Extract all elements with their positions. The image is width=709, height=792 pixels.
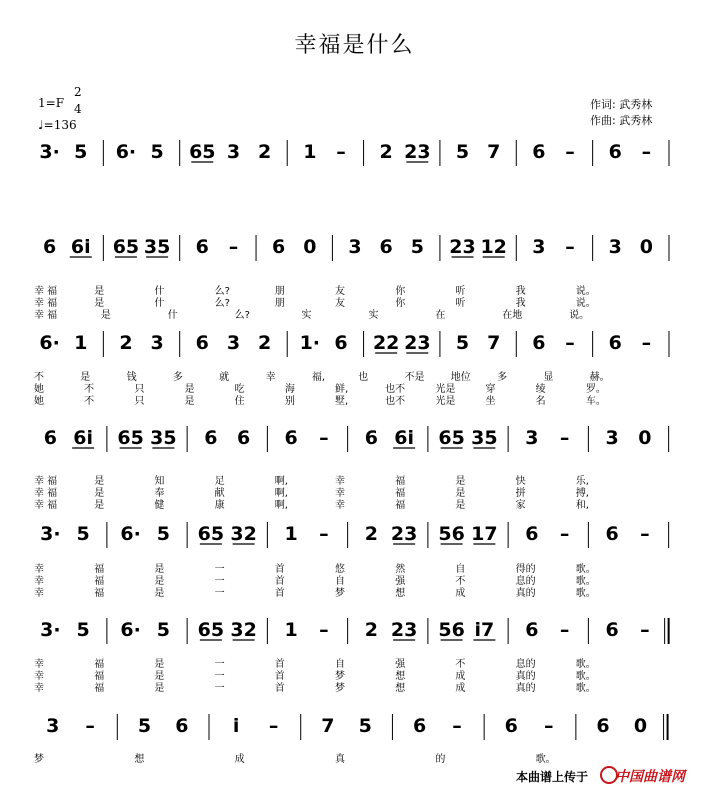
note: 1	[284, 523, 298, 545]
lyric-word: 一	[214, 683, 225, 694]
lyric-word: 梦	[34, 754, 44, 765]
lyric-word: 幸 福	[34, 286, 58, 297]
note: 3	[226, 141, 241, 163]
note: 3	[348, 236, 362, 258]
note: 6	[272, 236, 286, 258]
lyric-word: 我	[515, 298, 526, 309]
lyric-word: 什	[167, 310, 178, 321]
lyric-word: 息的	[515, 576, 536, 587]
note: 3	[605, 427, 619, 449]
note: –	[336, 141, 346, 163]
lyric-word: 么?	[214, 298, 230, 309]
note: 22	[372, 332, 400, 354]
lyric-word: 强	[395, 576, 406, 587]
lyric-word: 幸	[34, 683, 44, 694]
lyric-word: 吃	[234, 384, 245, 395]
lyric-word: 在	[435, 310, 446, 321]
lyric-word: 穿	[485, 384, 496, 395]
lyric-word: 不	[84, 396, 95, 407]
lyric-word: 真的	[515, 588, 536, 599]
lyric-word: 福	[94, 671, 105, 682]
note: 65	[197, 523, 225, 545]
lyric-word: 歌。	[575, 659, 596, 670]
lyric-word: 是	[455, 488, 466, 499]
lyric-word: 一	[214, 659, 225, 670]
lyric-word: 真的	[515, 671, 536, 682]
lyric-word: 歌。	[575, 576, 596, 587]
lyric-word: 想	[134, 754, 145, 765]
lyric-word: 是	[154, 671, 165, 682]
lyric-word: 她	[34, 396, 44, 407]
lyric-word: 歌。	[575, 671, 596, 682]
note: 1	[303, 141, 317, 163]
lyric-word: 说。	[569, 310, 590, 321]
meter-bottom: 4	[74, 102, 82, 116]
lyric-word: 知	[154, 476, 165, 487]
note: 6	[532, 141, 546, 163]
note: 5	[150, 141, 164, 163]
note: –	[559, 523, 570, 545]
note: 6·	[120, 619, 141, 641]
lyric-word: 成	[455, 671, 466, 682]
lyric-word: 梦	[335, 683, 345, 694]
note: 3·	[39, 141, 60, 163]
lyric-word: 友	[335, 286, 345, 297]
lyric-word: 什	[154, 286, 165, 297]
lyric-word: 也不	[385, 384, 406, 395]
note: i	[232, 715, 240, 737]
lyric-word: 听	[455, 298, 466, 309]
lyric-word: 名	[535, 396, 546, 407]
quarter-note-icon: ♩	[38, 118, 44, 132]
lyric-word: 是	[94, 286, 105, 297]
lyric-word: 是	[455, 476, 466, 487]
note: 32	[230, 619, 257, 641]
lyric-word: 墅,	[335, 396, 349, 407]
note: 6·	[39, 332, 60, 354]
lyric-word: 福	[395, 500, 406, 511]
lyric-word: 幸 福	[34, 476, 58, 487]
lyric-word: 幸	[34, 588, 44, 599]
note: 23	[449, 236, 476, 258]
note: 3	[150, 332, 164, 354]
lyric-word: 什	[154, 298, 165, 309]
composer-credit: 作曲: 武秀林	[590, 114, 653, 127]
lyric-word: 钱	[126, 372, 137, 383]
lyric-word: 不	[455, 576, 466, 587]
lyric-word: 别	[284, 396, 295, 407]
note: 6	[605, 619, 619, 641]
tempo-value: =136	[43, 118, 77, 132]
note: 6	[364, 427, 378, 449]
note: –	[543, 715, 554, 737]
lyric-word: 是	[184, 396, 195, 407]
lyric-word: 家	[515, 500, 526, 511]
lyric-word: 首	[274, 564, 285, 575]
note: –	[565, 141, 575, 163]
lyric-word: 么?	[234, 310, 250, 321]
lyric-word: 然	[395, 564, 406, 575]
note: 6i	[70, 236, 91, 258]
lyric-word: 自	[455, 564, 466, 575]
note: 6	[605, 523, 619, 545]
lyric-word: 啊,	[274, 500, 288, 511]
note: 6	[504, 715, 518, 737]
lyric-word: 福	[395, 476, 406, 487]
lyric-word: 多	[497, 372, 508, 383]
lyric-word: 首	[274, 683, 285, 694]
lyric-word: 就	[219, 372, 230, 383]
lyric-word: 梦	[335, 671, 345, 682]
note: 7	[487, 332, 501, 354]
lyric-word: 首	[274, 588, 285, 599]
lyric-word: 幸	[34, 576, 44, 587]
lyric-word: 快	[515, 476, 526, 487]
note: –	[319, 523, 329, 545]
note: 6	[525, 619, 539, 641]
note: 65	[438, 427, 465, 449]
note: 65	[112, 236, 140, 258]
note: 6	[204, 427, 218, 449]
note: 6	[195, 332, 209, 354]
note: –	[641, 332, 652, 354]
lyric-word: 拼	[515, 488, 526, 499]
lyric-word: 啊,	[274, 488, 288, 499]
lyric-word: 鲜,	[335, 384, 349, 395]
lyric-word: 是	[94, 298, 105, 309]
note: 6	[237, 427, 251, 449]
lyric-word: 车。	[585, 396, 606, 407]
note: 6	[596, 715, 610, 737]
lyric-word: 是	[154, 659, 165, 670]
lyric-word: 幸	[34, 564, 44, 575]
lyric-word: 光是	[435, 384, 456, 395]
lyric-word: 地位	[450, 372, 471, 383]
lyric-word: 只	[134, 384, 145, 395]
note: 6·	[115, 141, 137, 163]
lyric-word: 么?	[214, 286, 230, 297]
lyric-word: 一	[214, 588, 225, 599]
note: 1	[74, 332, 88, 354]
note: 6	[42, 236, 57, 258]
lyric-word: 是	[94, 488, 105, 499]
note: 6	[43, 427, 57, 449]
lyric-word: 实	[368, 310, 379, 321]
lyric-word: 想	[395, 671, 406, 682]
lyric-word: 只	[134, 396, 145, 407]
lyric-word: 歌。	[535, 754, 556, 765]
lyric-word: 福	[395, 488, 406, 499]
note: 6	[525, 523, 539, 545]
note: –	[228, 236, 239, 258]
lyric-word: 幸	[335, 488, 345, 499]
lyric-word: 幸	[34, 659, 44, 670]
note: 6	[284, 427, 298, 449]
lyric-word: 是	[154, 683, 165, 694]
note: 32	[230, 523, 257, 545]
note: 5	[410, 236, 424, 258]
lyric-word: 幸	[34, 671, 44, 682]
note: 6i	[73, 427, 93, 449]
note: 35	[471, 427, 498, 449]
note: 3·	[40, 523, 61, 545]
note: 5	[455, 332, 470, 354]
note: 6	[412, 715, 427, 737]
note: 6	[195, 236, 209, 258]
site-logo-text: 中国曲谱网	[615, 769, 685, 785]
note: 2	[379, 141, 393, 163]
note: 23	[390, 523, 418, 545]
note: 56	[438, 619, 465, 641]
lyric-word: 是	[94, 476, 105, 487]
lyric-word: 的	[435, 754, 446, 765]
lyric-word: 多	[172, 372, 183, 383]
lyric-word: 真	[335, 754, 345, 765]
lyric-word: 福	[94, 576, 105, 587]
lyric-word: 一	[214, 564, 225, 575]
note: 0	[633, 715, 648, 737]
lyric-word: 是	[154, 576, 165, 587]
lyric-word: 幸	[335, 500, 345, 511]
lyric-word: 奉	[154, 488, 165, 499]
note: –	[319, 619, 329, 641]
lyric-word: 也	[358, 372, 369, 383]
note: 5	[76, 619, 90, 641]
note: 3	[525, 427, 539, 449]
note: 65	[117, 427, 144, 449]
note: 0	[639, 236, 654, 258]
note: 6	[334, 332, 348, 354]
lyric-word: 海	[284, 384, 295, 395]
note: 7	[487, 141, 501, 163]
lyric-word: 康	[214, 500, 225, 511]
lyric-word: 乐,	[575, 476, 589, 487]
footer-upload-text: 本曲谱上传于	[516, 770, 589, 784]
lyric-word: 不	[455, 659, 466, 670]
lyric-word: 健	[154, 500, 165, 511]
lyric-word: 悠	[335, 564, 345, 575]
lyric-word: 绫	[535, 384, 546, 395]
lyric-word: 是	[184, 384, 195, 395]
lyric-word: 她	[34, 384, 44, 395]
note: 6	[379, 236, 393, 258]
lyric-word: 幸 福	[34, 488, 58, 499]
note: 23	[404, 332, 431, 354]
lyric-word: 搏,	[575, 488, 589, 499]
lyric-word: 我	[515, 286, 526, 297]
lyric-word: 福	[94, 588, 105, 599]
note: –	[640, 523, 650, 545]
note: 5	[455, 141, 470, 163]
lyric-word: 成	[455, 683, 466, 694]
note: 65	[197, 619, 225, 641]
lyric-word: 福	[94, 659, 105, 670]
note: 3·	[40, 619, 61, 641]
lyric-word: 你	[395, 286, 406, 297]
lyric-word: 得的	[515, 564, 536, 575]
lyric-word: 福,	[311, 372, 326, 383]
note: 0	[303, 236, 317, 258]
note: 2	[258, 332, 272, 354]
lyric-word: 光是	[435, 396, 456, 407]
note: i7	[474, 619, 495, 641]
lyric-word: 梦	[335, 588, 345, 599]
lyric-word: 不是	[404, 372, 425, 383]
lyric-word: 听	[455, 286, 466, 297]
lyric-word: 自	[335, 576, 345, 587]
lyric-word: 在地	[502, 310, 523, 321]
lyric-word: 是	[80, 372, 91, 383]
lyric-word: 歌。	[575, 683, 596, 694]
lyric-word: 成	[234, 754, 245, 765]
note: 0	[638, 427, 652, 449]
note: 5	[74, 141, 88, 163]
lyric-word: 幸	[265, 372, 276, 383]
note: 65	[189, 141, 216, 163]
lyric-word: 福	[94, 564, 105, 575]
lyric-word: 也不	[385, 396, 406, 407]
key-signature: 1=F	[38, 96, 65, 110]
note: 3	[46, 715, 60, 737]
lyric-word: 是	[94, 500, 105, 511]
lyric-word: 赫。	[589, 372, 610, 383]
lyric-word: 想	[395, 683, 406, 694]
lyric-word: 一	[214, 576, 225, 587]
lyric-word: 幸	[335, 476, 345, 487]
note: –	[565, 236, 575, 258]
lyric-word: 住	[234, 396, 245, 407]
note: –	[452, 715, 462, 737]
note: 6	[608, 141, 622, 163]
page-title: 幸福是什么	[294, 33, 415, 58]
lyric-word: 罗。	[585, 384, 606, 395]
note: –	[641, 141, 652, 163]
note: 2	[364, 523, 378, 545]
note: 2	[364, 619, 378, 641]
lyric-word: 强	[395, 659, 406, 670]
note: 6i	[394, 427, 414, 449]
note: –	[85, 715, 95, 737]
note: 6	[175, 715, 189, 737]
note: 5	[358, 715, 372, 737]
lyric-word: 幸 福	[34, 310, 58, 321]
lyric-word: 友	[335, 298, 345, 309]
lyric-word: 幸 福	[34, 298, 58, 309]
lyric-word: 是	[154, 588, 165, 599]
note: –	[319, 427, 329, 449]
lyric-word: 首	[274, 671, 285, 682]
note: 6·	[120, 523, 141, 545]
lyric-word: 首	[274, 659, 285, 670]
note: 56	[438, 523, 465, 545]
note: 5	[76, 523, 90, 545]
note: 5	[137, 715, 152, 737]
lyric-word: 和,	[575, 500, 589, 511]
note: 5	[156, 523, 170, 545]
lyric-word: 自	[335, 659, 345, 670]
note: 17	[471, 523, 498, 545]
lyric-word: 歌。	[575, 564, 596, 575]
lyric-word: 一	[214, 671, 225, 682]
lyric-word: 是	[455, 500, 466, 511]
note: –	[640, 619, 650, 641]
note: 6	[608, 332, 622, 354]
note: 35	[143, 236, 171, 258]
note: 1	[284, 619, 298, 641]
note: –	[559, 619, 570, 641]
meter-top: 2	[74, 85, 82, 99]
lyric-word: 说。	[575, 286, 596, 297]
note: 6	[532, 332, 546, 354]
lyric-word: 你	[395, 298, 406, 309]
note: 7	[321, 715, 335, 737]
lyric-word: 朋	[274, 286, 285, 297]
lyric-word: 朋	[274, 298, 285, 309]
lyric-word: 是	[154, 564, 165, 575]
note: 23	[404, 141, 431, 163]
note: 5	[156, 619, 170, 641]
lyric-word: 不	[34, 372, 44, 383]
note: 3	[226, 332, 241, 354]
lyric-word: 真的	[515, 683, 536, 694]
lyric-word: 不	[84, 384, 95, 395]
note: –	[268, 715, 279, 737]
note: 3	[532, 236, 546, 258]
lyric-word: 首	[274, 576, 285, 587]
note: 3	[608, 236, 622, 258]
note: –	[559, 427, 570, 449]
lyric-word: 想	[395, 588, 406, 599]
lyric-word: 成	[455, 588, 466, 599]
note: 12	[480, 236, 507, 258]
note: 2	[119, 332, 133, 354]
lyric-word: 实	[301, 310, 312, 321]
lyric-word: 足	[214, 476, 225, 487]
lyric-word: 是	[100, 310, 111, 321]
lyric-word: 献	[214, 488, 225, 499]
lyric-word: 歌。	[575, 588, 596, 599]
lyric-word: 坐	[485, 396, 496, 407]
lyric-word: 显	[543, 372, 554, 383]
lyric-word: 幸 福	[34, 500, 58, 511]
note: 23	[390, 619, 418, 641]
lyric-word: 啊,	[274, 476, 288, 487]
lyricist-credit: 作词: 武秀林	[590, 98, 653, 111]
lyric-word: 息的	[515, 659, 536, 670]
note: 1·	[299, 332, 321, 354]
note: 2	[258, 141, 272, 163]
note: 35	[150, 427, 177, 449]
lyric-word: 福	[94, 683, 105, 694]
lyric-word: 说。	[575, 298, 596, 309]
note: –	[565, 332, 575, 354]
